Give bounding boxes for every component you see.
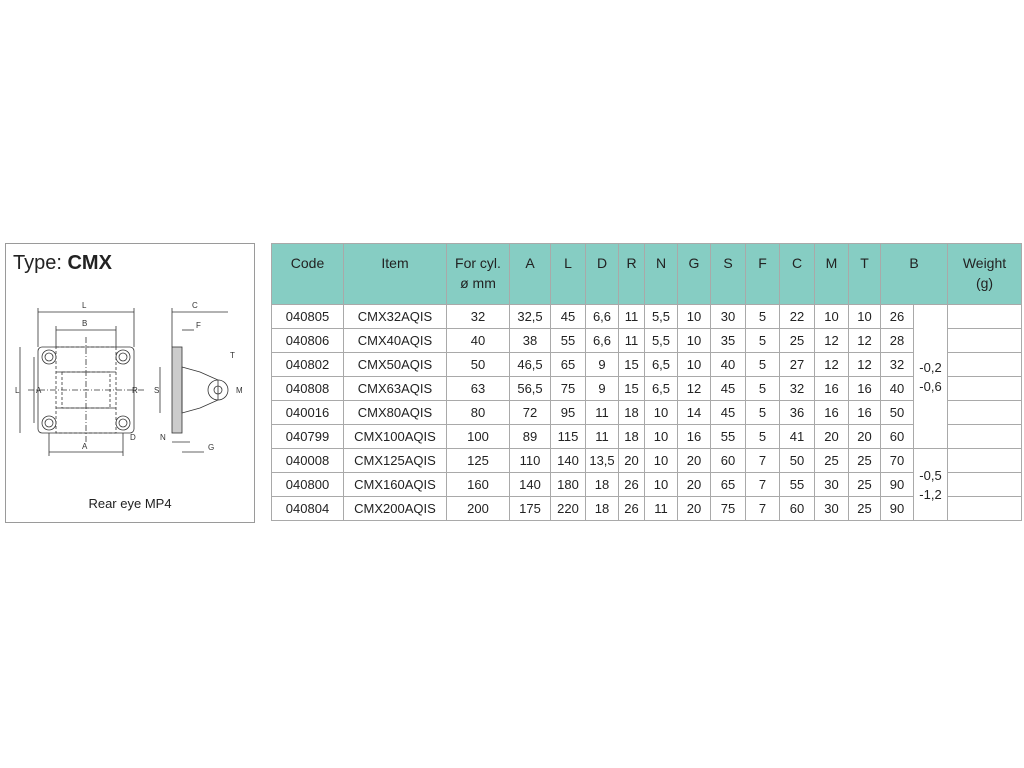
cell-s: 60 — [711, 449, 746, 473]
table-body — [272, 305, 1022, 521]
cell-b: 60 — [881, 425, 914, 449]
header-d: D — [586, 244, 619, 305]
svg-text:N: N — [160, 433, 166, 442]
cell-l: 75 — [551, 377, 586, 401]
cell-n: 10 — [645, 449, 678, 473]
cell-a: 56,5 — [510, 377, 551, 401]
cell-f: 5 — [746, 377, 780, 401]
drawing-panel — [5, 243, 255, 523]
cell-c: 55 — [780, 473, 815, 497]
cell-a: 38 — [510, 329, 551, 353]
header-code: Code — [272, 244, 344, 305]
cell-g: 20 — [678, 473, 711, 497]
cell-code: 040808 — [272, 377, 344, 401]
cell-weight — [948, 401, 1022, 425]
table-row — [272, 305, 1022, 329]
cell-c: 41 — [780, 425, 815, 449]
cell-d: 6,6 — [586, 329, 619, 353]
table-row — [272, 497, 1022, 521]
cell-code: 040805 — [272, 305, 344, 329]
cell-m: 30 — [815, 497, 849, 521]
cell-d: 6,6 — [586, 305, 619, 329]
cell-g: 10 — [678, 353, 711, 377]
cell-c: 36 — [780, 401, 815, 425]
cell-weight — [948, 449, 1022, 473]
cell-f: 5 — [746, 353, 780, 377]
cell-a: 89 — [510, 425, 551, 449]
cell-a: 140 — [510, 473, 551, 497]
cell-cyl: 50 — [447, 353, 510, 377]
header-l: L — [551, 244, 586, 305]
cell-d: 11 — [586, 401, 619, 425]
header-c: C — [780, 244, 815, 305]
table-row — [272, 401, 1022, 425]
cell-t: 10 — [849, 305, 881, 329]
cell-t: 16 — [849, 401, 881, 425]
cell-cyl: 80 — [447, 401, 510, 425]
cell-r: 11 — [619, 305, 645, 329]
cell-weight — [948, 329, 1022, 353]
cell-s: 65 — [711, 473, 746, 497]
cell-b: 90 — [881, 473, 914, 497]
header-t: T — [849, 244, 881, 305]
cell-c: 60 — [780, 497, 815, 521]
cell-l: 180 — [551, 473, 586, 497]
table-header-row — [272, 244, 1022, 305]
cell-item: CMX100AQIS — [344, 425, 447, 449]
svg-text:G: G — [208, 443, 215, 452]
cell-b: 32 — [881, 353, 914, 377]
cell-m: 20 — [815, 425, 849, 449]
cell-weight — [948, 497, 1022, 521]
cell-f: 7 — [746, 497, 780, 521]
cell-g: 14 — [678, 401, 711, 425]
table-row — [272, 449, 1022, 473]
cell-n: 5,5 — [645, 329, 678, 353]
cell-r: 15 — [619, 353, 645, 377]
table-row — [272, 425, 1022, 449]
cell-f: 7 — [746, 449, 780, 473]
cell-l: 140 — [551, 449, 586, 473]
header-weight — [948, 244, 1022, 305]
table-row — [272, 329, 1022, 353]
cell-cyl: 63 — [447, 377, 510, 401]
cell-r: 18 — [619, 425, 645, 449]
svg-text:R: R — [132, 386, 138, 395]
cell-r: 26 — [619, 497, 645, 521]
cell-cyl: 100 — [447, 425, 510, 449]
type-prefix: Type: — [13, 252, 68, 274]
cell-code: 040802 — [272, 353, 344, 377]
cell-item: CMX125AQIS — [344, 449, 447, 473]
cell-t: 12 — [849, 329, 881, 353]
cell-r: 15 — [619, 377, 645, 401]
svg-text:F: F — [196, 321, 201, 330]
cell-r: 20 — [619, 449, 645, 473]
cell-g: 12 — [678, 377, 711, 401]
cell-b: 70 — [881, 449, 914, 473]
header-a: A — [510, 244, 551, 305]
svg-text:L: L — [82, 301, 87, 310]
spec-table — [271, 243, 1022, 521]
header-weight-line1: Weight — [962, 255, 1007, 271]
cell-item: CMX32AQIS — [344, 305, 447, 329]
type-name: CMX — [67, 252, 112, 274]
cell-weight — [948, 377, 1022, 401]
cell-s: 55 — [711, 425, 746, 449]
cell-l: 65 — [551, 353, 586, 377]
cell-item: CMX40AQIS — [344, 329, 447, 353]
header-g: G — [678, 244, 711, 305]
cell-item: CMX50AQIS — [344, 353, 447, 377]
svg-text:C: C — [192, 301, 198, 310]
cell-a: 175 — [510, 497, 551, 521]
cell-f: 5 — [746, 305, 780, 329]
cell-a: 72 — [510, 401, 551, 425]
cell-r: 11 — [619, 329, 645, 353]
cell-weight — [948, 473, 1022, 497]
tolerance-upper: -0,2 — [919, 359, 942, 375]
cell-code: 040016 — [272, 401, 344, 425]
cell-l: 115 — [551, 425, 586, 449]
header-b: B — [881, 244, 948, 305]
cell-n: 10 — [645, 473, 678, 497]
cell-l: 220 — [551, 497, 586, 521]
cell-cyl: 125 — [447, 449, 510, 473]
cell-cyl: 32 — [447, 305, 510, 329]
tolerance-group-2 — [914, 449, 948, 521]
cell-t: 12 — [849, 353, 881, 377]
cell-n: 5,5 — [645, 305, 678, 329]
cell-s: 75 — [711, 497, 746, 521]
cell-a: 32,5 — [510, 305, 551, 329]
cell-g: 10 — [678, 305, 711, 329]
svg-text:M: M — [236, 386, 243, 395]
cell-f: 5 — [746, 401, 780, 425]
cell-t: 25 — [849, 473, 881, 497]
cell-g: 20 — [678, 497, 711, 521]
cell-n: 10 — [645, 401, 678, 425]
cell-f: 7 — [746, 473, 780, 497]
drawing-caption: Rear eye MP4 — [88, 496, 172, 511]
rear-eye-technical-drawing — [14, 292, 248, 462]
svg-text:D: D — [130, 433, 136, 442]
cell-r: 26 — [619, 473, 645, 497]
tolerance-lower: -1,2 — [919, 486, 942, 502]
cell-s: 45 — [711, 377, 746, 401]
cell-t: 25 — [849, 449, 881, 473]
table-row — [272, 353, 1022, 377]
cell-d: 11 — [586, 425, 619, 449]
table-row — [272, 473, 1022, 497]
cell-c: 25 — [780, 329, 815, 353]
cell-c: 27 — [780, 353, 815, 377]
cell-f: 5 — [746, 329, 780, 353]
svg-text:B: B — [82, 319, 88, 328]
tolerance-group-1 — [914, 305, 948, 449]
cell-m: 10 — [815, 305, 849, 329]
cell-d: 9 — [586, 353, 619, 377]
header-n: N — [645, 244, 678, 305]
cell-m: 16 — [815, 401, 849, 425]
cell-d: 13,5 — [586, 449, 619, 473]
cell-m: 12 — [815, 329, 849, 353]
cell-d: 18 — [586, 497, 619, 521]
header-m: M — [815, 244, 849, 305]
header-weight-line2: (g) — [975, 275, 994, 291]
cell-d: 18 — [586, 473, 619, 497]
cell-code: 040800 — [272, 473, 344, 497]
cell-l: 45 — [551, 305, 586, 329]
cell-weight — [948, 425, 1022, 449]
cell-t: 16 — [849, 377, 881, 401]
cell-t: 20 — [849, 425, 881, 449]
cell-m: 25 — [815, 449, 849, 473]
cell-c: 32 — [780, 377, 815, 401]
svg-text:S: S — [154, 386, 160, 395]
header-item: Item — [344, 244, 447, 305]
cell-s: 45 — [711, 401, 746, 425]
cell-b: 90 — [881, 497, 914, 521]
cell-b: 40 — [881, 377, 914, 401]
cell-code: 040008 — [272, 449, 344, 473]
header-cyl-line2: ø mm — [460, 275, 496, 291]
cell-b: 28 — [881, 329, 914, 353]
cell-m: 30 — [815, 473, 849, 497]
cell-item: CMX63AQIS — [344, 377, 447, 401]
cell-code: 040799 — [272, 425, 344, 449]
cell-item: CMX80AQIS — [344, 401, 447, 425]
cell-c: 22 — [780, 305, 815, 329]
svg-text:A: A — [36, 386, 42, 395]
cell-weight — [948, 353, 1022, 377]
cell-m: 12 — [815, 353, 849, 377]
cell-weight — [948, 305, 1022, 329]
cell-n: 6,5 — [645, 377, 678, 401]
cell-f: 5 — [746, 425, 780, 449]
cell-l: 95 — [551, 401, 586, 425]
svg-text:A: A — [82, 442, 88, 451]
cell-item: CMX200AQIS — [344, 497, 447, 521]
cell-a: 110 — [510, 449, 551, 473]
header-s: S — [711, 244, 746, 305]
header-cyl-line1: For cyl. — [455, 255, 501, 271]
cell-r: 18 — [619, 401, 645, 425]
cell-item: CMX160AQIS — [344, 473, 447, 497]
header-for-cyl — [447, 244, 510, 305]
cell-t: 25 — [849, 497, 881, 521]
tolerance-lower: -0,6 — [919, 378, 942, 394]
cell-code: 040804 — [272, 497, 344, 521]
cell-n: 10 — [645, 425, 678, 449]
cell-b: 26 — [881, 305, 914, 329]
cell-g: 16 — [678, 425, 711, 449]
cell-n: 11 — [645, 497, 678, 521]
cell-b: 50 — [881, 401, 914, 425]
header-f: F — [746, 244, 780, 305]
cell-l: 55 — [551, 329, 586, 353]
cell-s: 40 — [711, 353, 746, 377]
cell-c: 50 — [780, 449, 815, 473]
cell-code: 040806 — [272, 329, 344, 353]
table-row — [272, 377, 1022, 401]
cell-s: 35 — [711, 329, 746, 353]
svg-text:L: L — [15, 386, 20, 395]
cell-d: 9 — [586, 377, 619, 401]
cell-n: 6,5 — [645, 353, 678, 377]
cell-g: 20 — [678, 449, 711, 473]
type-title — [13, 252, 112, 275]
svg-text:T: T — [230, 351, 235, 360]
cell-a: 46,5 — [510, 353, 551, 377]
cell-g: 10 — [678, 329, 711, 353]
cell-cyl: 200 — [447, 497, 510, 521]
cell-cyl: 40 — [447, 329, 510, 353]
header-r: R — [619, 244, 645, 305]
tolerance-upper: -0,5 — [919, 467, 942, 483]
cell-s: 30 — [711, 305, 746, 329]
cell-m: 16 — [815, 377, 849, 401]
cell-cyl: 160 — [447, 473, 510, 497]
